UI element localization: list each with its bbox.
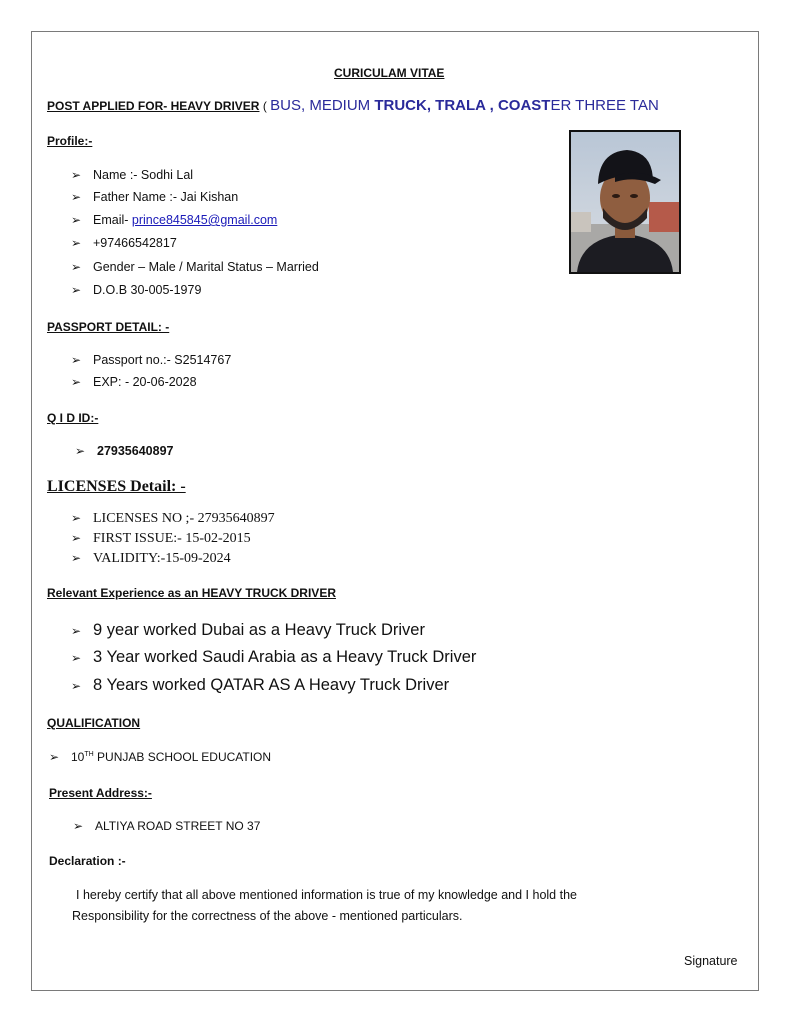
post-vehicles-3: ER THREE TAN: [550, 97, 659, 114]
passport-heading: PASSPORT DETAIL: -: [47, 320, 170, 334]
profile-heading: Profile:-: [47, 134, 93, 148]
profile-email-item: [71, 213, 277, 227]
qid-heading: Q I D ID:-: [47, 411, 99, 425]
profile-gender-item: [71, 260, 319, 274]
licenses-heading: LICENSES Detail: -: [47, 478, 186, 495]
passport-exp-item: [71, 375, 197, 389]
arrowhead-bullet-icon: ➢: [71, 375, 82, 389]
license-number: LICENSES NO ;- 27935640897: [93, 511, 275, 526]
arrowhead-bullet-icon: ➢: [71, 551, 82, 565]
arrowhead-bullet-icon: ➢: [71, 531, 82, 545]
passport-number: Passport no.:- S2514767: [93, 353, 232, 367]
profile-phone: +97466542817: [93, 236, 177, 250]
experience-item: [71, 676, 449, 695]
arrowhead-bullet-icon: ➢: [71, 168, 82, 182]
experience-item: [71, 648, 476, 667]
qualification-grade: 10: [71, 750, 85, 764]
address-item: [73, 819, 260, 833]
license-number-item: [71, 511, 275, 527]
license-first-issue-item: [71, 531, 251, 547]
arrowhead-bullet-icon: ➢: [71, 260, 82, 274]
arrowhead-bullet-icon: ➢: [71, 679, 82, 693]
profile-phone-item: [71, 236, 177, 250]
passport-exp: EXP: - 20-06-2028: [93, 375, 197, 389]
email-label: Email-: [93, 213, 132, 227]
post-applied-line: [47, 97, 659, 114]
arrowhead-bullet-icon: ➢: [71, 213, 82, 227]
profile-father: Father Name :- Jai Kishan: [93, 190, 239, 204]
profile-dob: D.O.B 30-005-1979: [93, 283, 202, 297]
address-heading: Present Address:-: [49, 786, 152, 800]
experience-item: [71, 621, 425, 640]
profile-name: Name :- Sodhi Lal: [93, 168, 194, 182]
experience-heading: Relevant Experience as an HEAVY TRUCK DRIVER: [47, 586, 336, 600]
arrowhead-bullet-icon: ➢: [71, 190, 82, 204]
post-open-paren: (: [259, 99, 271, 113]
profile-photo: [569, 130, 681, 274]
arrowhead-bullet-icon: ➢: [71, 353, 82, 367]
qid-value: 27935640897: [97, 444, 174, 458]
declaration-line-1: I hereby certify that all above mentioned information is true of my knowledge and I hold the: [76, 888, 577, 902]
declaration-heading: Declaration :-: [49, 854, 126, 868]
arrowhead-bullet-icon: ➢: [75, 444, 86, 458]
post-vehicles-2: TRUCK, TRALA , COAST: [374, 97, 551, 114]
profile-photo-image: [571, 132, 679, 272]
passport-number-item: [71, 353, 231, 367]
cv-title: CURICULAM VITAE: [334, 66, 445, 80]
qualification-sup: TH: [84, 751, 94, 758]
license-validity-item: [71, 551, 231, 567]
arrowhead-bullet-icon: ➢: [71, 624, 82, 638]
qualification-item: [49, 750, 271, 764]
qid-item: [75, 444, 173, 458]
license-first-issue: FIRST ISSUE:- 15-02-2015: [93, 531, 251, 546]
arrowhead-bullet-icon: ➢: [73, 819, 84, 833]
arrowhead-bullet-icon: ➢: [49, 750, 60, 764]
profile-name-item: [71, 168, 193, 182]
declaration-line-2: Responsibility for the correctness of the above - mentioned particulars.: [72, 909, 463, 923]
qualification-heading: QUALIFICATION: [47, 716, 141, 730]
experience-text: 3 Year worked Saudi Arabia as a Heavy Truck Driver: [93, 648, 477, 666]
post-vehicles-1: BUS, MEDIUM: [270, 97, 375, 114]
profile-gender: Gender – Male / Marital Status – Married: [93, 260, 319, 274]
arrowhead-bullet-icon: ➢: [71, 511, 82, 525]
arrowhead-bullet-icon: ➢: [71, 236, 82, 250]
experience-text: 9 year worked Dubai as a Heavy Truck Driver: [93, 621, 425, 639]
post-applied-label: POST APPLIED FOR- HEAVY DRIVER: [47, 99, 260, 113]
profile-father-item: [71, 190, 238, 204]
address-value: ALTIYA ROAD STREET NO 37: [95, 819, 261, 833]
profile-dob-item: [71, 283, 201, 297]
arrowhead-bullet-icon: ➢: [71, 651, 82, 665]
email-link[interactable]: prince845845@gmail.com: [131, 213, 278, 227]
license-validity: VALIDITY:-15-09-2024: [93, 551, 231, 566]
qualification-text: PUNJAB SCHOOL EDUCATION: [93, 750, 272, 764]
signature-label: Signature: [684, 954, 738, 968]
experience-text: 8 Years worked QATAR AS A Heavy Truck Driver: [93, 676, 450, 694]
arrowhead-bullet-icon: ➢: [71, 283, 82, 297]
